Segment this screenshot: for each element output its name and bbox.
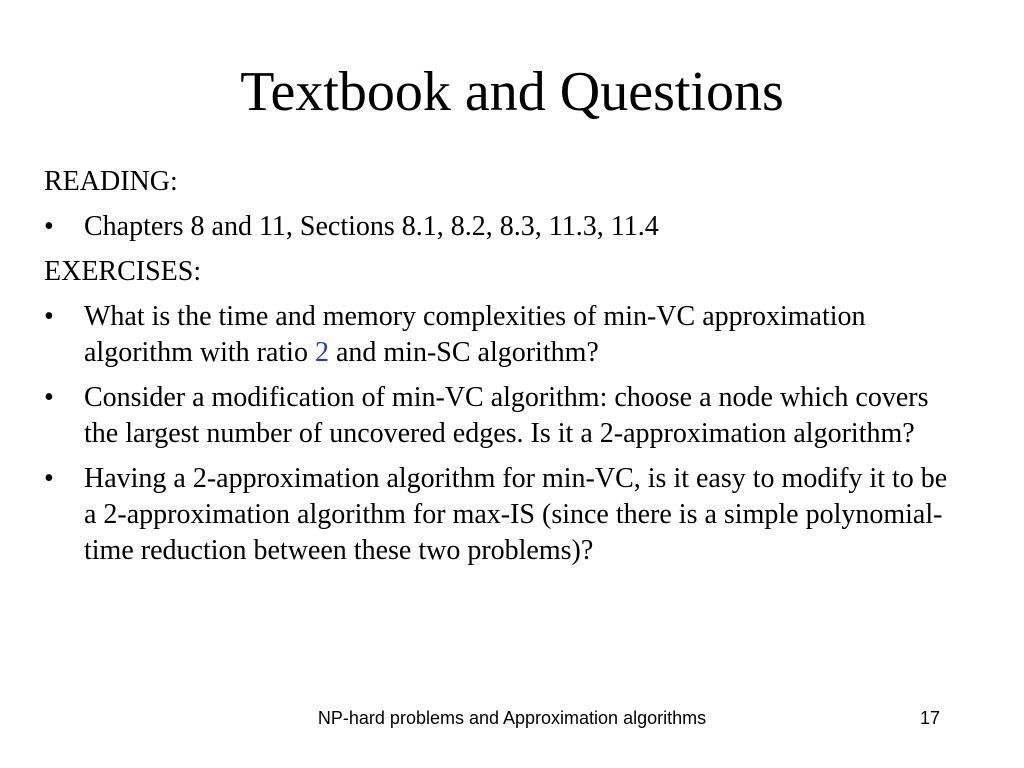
bullet-icon: • <box>44 463 54 494</box>
footer-title: NP-hard problems and Approximation algorithms <box>317 708 707 728</box>
exercise-item-2 <box>44 380 964 452</box>
exercises-label: EXERCISES: <box>44 256 202 287</box>
page-number: 17 <box>919 708 940 728</box>
slide-body <box>44 164 964 578</box>
exercise-item-3-text: Having a 2-approximation algorithm for min-VC, is it easy to modify it to be a 2-approximation algorithm for max-IS (since there is a simple polynomial-time reduction between these two problems)? <box>84 463 948 566</box>
bullet-icon: • <box>44 301 54 332</box>
slide-title: Textbook and Questions <box>240 61 784 123</box>
exercise-item-1-text-after: and min-SC algorithm? <box>328 337 599 368</box>
bullet-icon: • <box>44 382 54 413</box>
exercise-item-3 <box>44 461 964 569</box>
reading-item-text: Chapters 8 and 11, Sections 8.1, 8.2, 8.3, 11.3, 11.4 <box>84 211 659 242</box>
reading-item <box>44 209 964 245</box>
exercise-item-1-ratio: 2 <box>314 337 329 368</box>
reading-label: READING: <box>44 166 178 197</box>
exercise-item-1 <box>44 299 964 371</box>
bullet-icon: • <box>44 211 54 242</box>
exercise-item-1-text-before: What is the time and memory complexities of min-VC approximation algorithm with ratio <box>84 301 866 368</box>
exercise-item-2-text: Consider a modification of min-VC algorithm: choose a node which covers the largest number of uncovered edges. Is it a 2-approximation algorithm? <box>84 382 929 449</box>
